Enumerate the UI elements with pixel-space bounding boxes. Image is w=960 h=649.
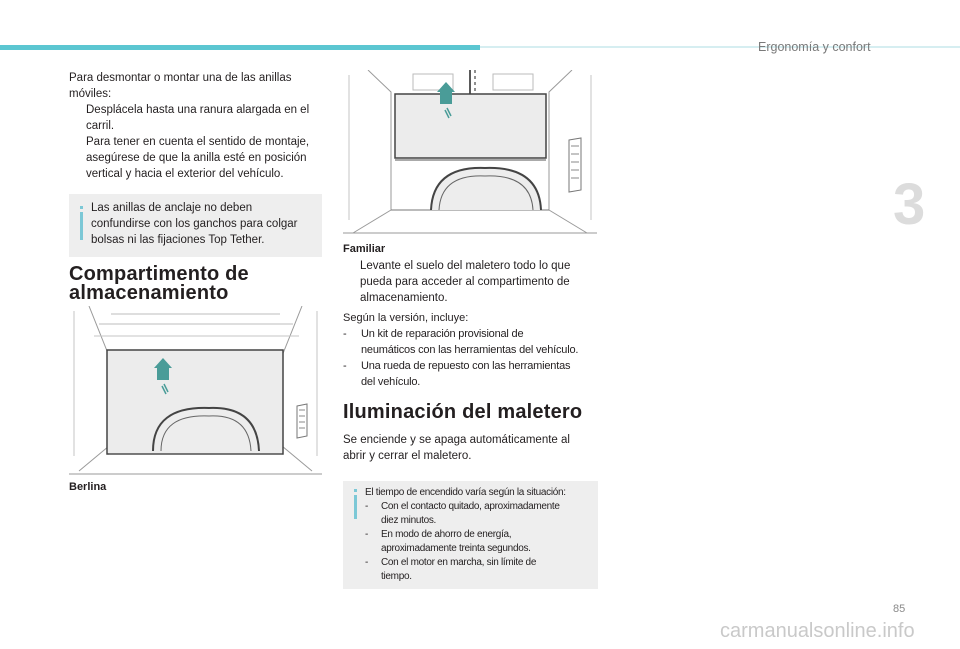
note-line: diez minutos. [381, 515, 437, 526]
header-accent-bar [0, 45, 480, 50]
note-intro: El tiempo de encendido varía según la situación: [365, 487, 566, 498]
page-number: 85 [893, 603, 906, 615]
list-item [343, 326, 578, 358]
bullet-line: almacenamiento. [360, 292, 448, 304]
intro-line-1: Para desmontar o montar una de las anillas [69, 72, 292, 84]
list-line: Una rueda de repuesto con las herramientas [361, 360, 571, 372]
note-box [69, 194, 322, 257]
note-line: Con el contacto quitado, aproximadamente [381, 501, 560, 512]
note-line: En modo de ahorro de energía, [381, 529, 512, 540]
note-line: Con el motor en marcha, sin límite de [381, 557, 537, 568]
list-item [343, 358, 570, 390]
bullet-line: carril. [86, 120, 115, 132]
heading-storage-line-2: almacenamiento [69, 282, 229, 304]
dash-marker: - [343, 360, 347, 372]
version-intro: Según la versión, incluye: [343, 312, 469, 324]
intro-line-2: móviles: [69, 88, 112, 100]
info-icon [80, 212, 83, 240]
section-title: Ergonomía y confort [758, 40, 871, 54]
berlina-trunk-illustration [69, 306, 322, 476]
note-item [365, 528, 531, 556]
list-line: Un kit de reparación provisional de [361, 328, 524, 340]
note-line: Las anillas de anclaje no deben [91, 202, 253, 214]
bullet-line: pueda para acceder al compartimento de [360, 276, 570, 288]
body-line: Se enciende y se apaga automáticamente al [343, 434, 570, 446]
bullet-item [69, 134, 309, 182]
bullet-line: Levante el suelo del maletero todo lo que [360, 260, 571, 272]
list-line: del vehículo. [361, 376, 421, 388]
info-icon-dot [80, 206, 83, 209]
info-icon [354, 495, 357, 519]
bullet-line: asegúrese de que la anilla esté en posición [86, 152, 307, 164]
info-icon-dot [354, 489, 357, 492]
body-line: abrir y cerrar el maletero. [343, 450, 472, 462]
note-line: aproximadamente treinta segundos. [381, 543, 531, 554]
note-item [365, 556, 536, 584]
note-box [343, 481, 598, 589]
bullet-line: Para tener en cuenta el sentido de montaje, [86, 136, 310, 148]
chapter-number: 3 [893, 172, 926, 237]
note-line: confundirse con los ganchos para colgar [91, 218, 298, 230]
header-rule [480, 46, 960, 48]
watermark: carmanualsonline.info [720, 620, 915, 642]
dash-marker: - [365, 501, 369, 512]
familiar-trunk-illustration [343, 70, 597, 235]
image-caption: Familiar [343, 243, 386, 255]
heading-storage-line-1: Compartimento de [69, 263, 249, 285]
note-item [365, 500, 560, 528]
dash-marker: - [365, 529, 369, 540]
note-line: tiempo. [381, 571, 412, 582]
note-line: bolsas ni las fijaciones Top Tether. [91, 234, 265, 246]
heading-trunk-lighting: Iluminación del maletero [343, 401, 583, 423]
list-line: neumáticos con las herramientas del vehículo. [361, 344, 579, 356]
bullet-line: vertical y hacia el exterior del vehículo. [86, 168, 284, 180]
bullet-item [69, 102, 309, 134]
dash-marker: - [343, 328, 347, 340]
bullet-item [343, 258, 570, 306]
dash-marker: - [365, 557, 369, 568]
image-caption: Berlina [69, 481, 107, 493]
bullet-line: Desplácela hasta una ranura alargada en el [86, 104, 310, 116]
